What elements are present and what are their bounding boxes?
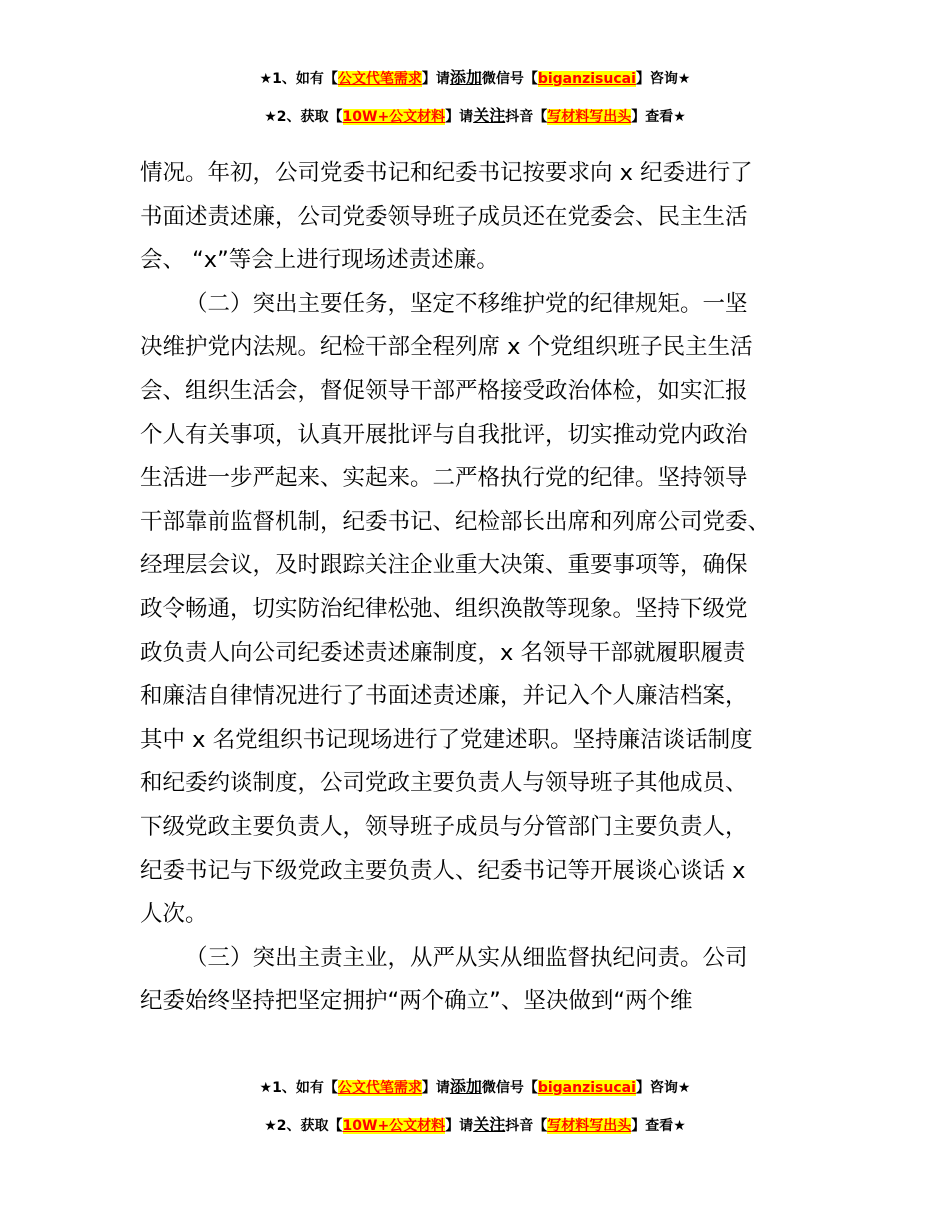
promo-text: 】请 [421,1080,450,1096]
promo-highlight: 公文代笔需求 [337,71,422,87]
promo-text: 】咨询★ [635,71,691,87]
footer-promo-line-1 [0,1077,950,1098]
body-line: （三）突出主责主业，从严从实从细监督执纪问责。公司 [185,944,748,971]
header-promo-line-1 [0,68,950,89]
body-line: 干部靠前监督机制，纪委书记、纪检部长出席和列席公司党委、 [140,508,771,535]
promo-highlight: 10W+公文材料 [342,1118,446,1134]
body-line: 经理层会议，及时跟踪关注企业重大决策、重要事项等，确保 [140,552,748,579]
promo-text: ★1、如有【 [259,71,338,87]
footer-promo-line-2 [0,1115,950,1136]
body-line: 和廉洁自律情况进行了书面述责述廉，并记入个人廉洁档案， [140,683,748,710]
body-line: 和纪委约谈制度，公司党政主要负责人与领导班子其他成员、 [140,770,748,797]
promo-text: 】请 [445,109,474,125]
promo-douyin-id: 写材料写出头 [547,109,632,125]
body-line: 政令畅通，切实防治纪律松弛、组织涣散等现象。坚持下级党 [140,595,748,622]
body-line: 情况。年初，公司党委书记和纪委书记按要求向 x 纪委进行了 [140,160,753,186]
promo-text: 微信号【 [481,1080,538,1096]
promo-text: ★1、如有【 [259,1080,338,1096]
body-line: 其中 x 名党组织书记现场进行了党建述职。坚持廉洁谈话制度 [140,726,753,753]
promo-underlined-text: 添加 [449,68,482,87]
promo-text: ★2、获取【 [264,1118,343,1134]
document-body [140,152,840,1024]
body-line: 会、 “x”等会上进行现场述责述廉。 [140,247,499,274]
promo-text: 】查看★ [631,1118,686,1134]
promo-underlined-text: 添加 [449,1077,482,1096]
body-line: 下级党政主要负责人，领导班子成员与分管部门主要负责人， [140,813,748,840]
promo-text: 微信号【 [481,71,538,87]
promo-text: 】请 [421,71,450,87]
promo-text: 抖音【 [505,109,548,125]
promo-text: 】查看★ [631,109,686,125]
promo-wechat-id: biganzisucai [537,71,636,87]
promo-highlight: 公文代笔需求 [337,1080,422,1096]
body-line: 人次。 [140,901,208,928]
promo-wechat-id: biganzisucai [537,1080,636,1096]
promo-text: 】请 [445,1118,474,1134]
body-line: 会、组织生活会，督促领导干部严格接受政治体检，如实汇报 [140,377,748,404]
body-line: 政负责人向公司纪委述责述廉制度，x 名领导干部就履职履责 [140,639,746,666]
body-line: 决维护党内法规。纪检干部全程列席 x 个党组织班子民主生活 [140,334,753,361]
header-promo-line-2 [0,106,950,127]
body-line: （二）突出主要任务，坚定不移维护党的纪律规矩。一坚 [185,290,748,317]
body-line: 纪委始终坚持把坚定拥护“两个确立”、坚决做到“两个维 [140,988,693,1015]
promo-text: ★2、获取【 [264,109,343,125]
promo-underlined-text: 关注 [473,106,506,125]
promo-text: 】咨询★ [635,1080,691,1096]
body-line: 个人有关事项，认真开展批评与自我批评，切实推动党内政治 [140,421,748,448]
promo-douyin-id: 写材料写出头 [547,1118,632,1134]
promo-underlined-text: 关注 [473,1115,506,1134]
body-line: 书面述责述廉，公司党委领导班子成员还在党委会、民主生活 [140,203,748,230]
promo-text: 抖音【 [505,1118,548,1134]
promo-highlight: 10W+公文材料 [342,109,446,125]
body-line: 生活进一步严起来、实起来。二严格执行党的纪律。坚持领导 [140,465,748,492]
body-line: 纪委书记与下级党政主要负责人、纪委书记等开展谈心谈话 x [140,857,746,884]
